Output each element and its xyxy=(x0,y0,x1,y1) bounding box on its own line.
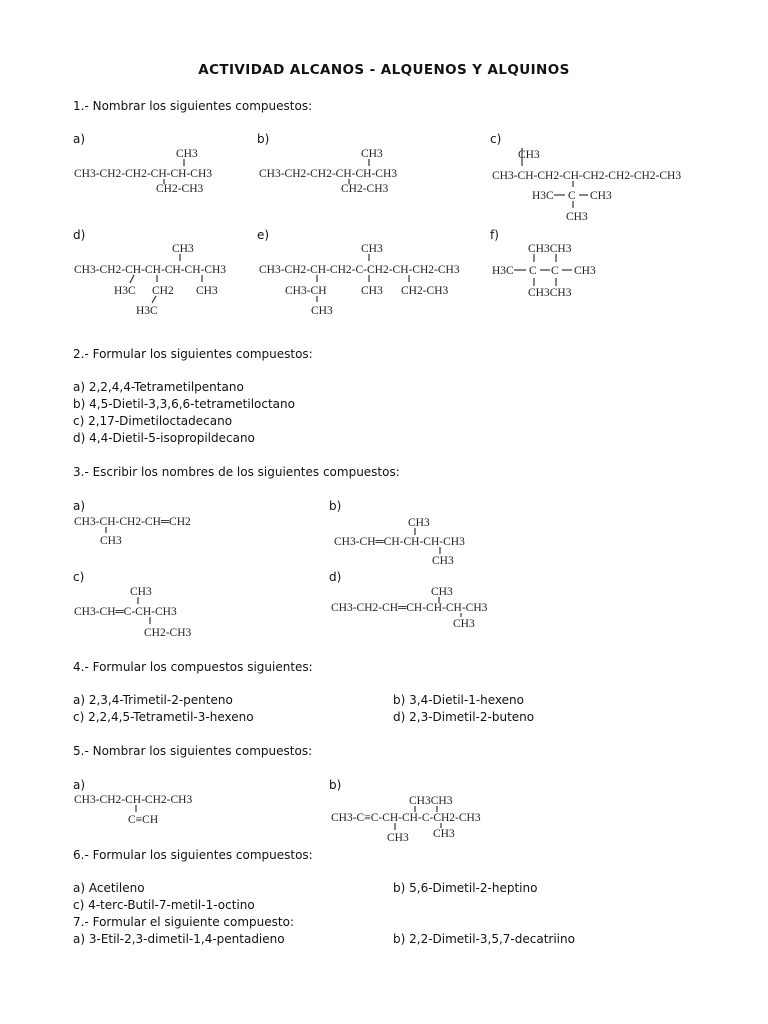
section-7-item-a: a) 3-Etil-2,3-dimetil-1,4-pentadieno xyxy=(73,932,285,946)
structure-3d-top: CH3 xyxy=(431,586,453,598)
label-5b: b) xyxy=(329,778,342,792)
structure-1f-right: CH3 xyxy=(574,265,596,277)
structure-1a-top: CH3 xyxy=(176,148,198,160)
structure-1a-main: CH3-CH2-CH2-CH-CH-CH3 xyxy=(74,168,212,180)
structure-1a xyxy=(72,146,242,198)
structure-1e xyxy=(257,240,482,320)
structure-1b-sub: CH2-CH3 xyxy=(341,183,389,195)
structure-3c-top: CH3 xyxy=(130,586,152,598)
section-2-item-d: d) 4,4-Dietil-5-isopropildecano xyxy=(73,431,255,445)
section-4-item-c: c) 2,2,4,5-Tetrametil-3-hexeno xyxy=(73,710,254,724)
structure-1c-top: CH3 xyxy=(518,149,540,161)
structure-5b-sub1: CH3 xyxy=(387,832,409,844)
structure-5a-main: CH3-CH2-CH-CH2-CH3 xyxy=(74,794,193,806)
label-1a: a) xyxy=(73,132,86,146)
structure-1c-main: CH3-CH-CH2-CH-CH2-CH2-CH2-CH3 xyxy=(492,170,682,182)
section-1-heading: 1.- Nombrar los siguientes compuestos: xyxy=(73,99,313,113)
structure-1d-main: CH3-CH2-CH-CH-CH-CH-CH3 xyxy=(74,264,227,276)
structure-1c-left: H3C xyxy=(532,190,554,202)
structure-1c xyxy=(490,146,710,226)
structure-3d xyxy=(329,583,509,633)
section-2-heading: 2.- Formular los siguientes compuestos: xyxy=(73,347,313,361)
structure-5b-main: CH3-C≡C-CH-CH-C-CH2-CH3 xyxy=(331,812,481,824)
structure-1f-bottom: CH3CH3 xyxy=(528,287,572,299)
section-4-item-d: d) 2,3-Dimetil-2-buteno xyxy=(393,710,535,724)
structure-3d-main: CH3-CH2-CH═CH-CH-CH-CH3 xyxy=(331,602,488,614)
label-1d: d) xyxy=(73,228,86,242)
section-3-heading: 3.- Escribir los nombres de los siguientes compuestos: xyxy=(73,465,400,479)
structure-1e-sub2: CH3 xyxy=(361,285,383,297)
structure-1c-center: C xyxy=(568,190,576,202)
structure-1c-bottom: CH3 xyxy=(566,211,588,223)
structure-3a-sub: CH3 xyxy=(100,535,122,547)
structure-1f-c2: C xyxy=(551,265,559,277)
structure-3a xyxy=(72,512,232,552)
structure-3d-sub: CH3 xyxy=(453,618,475,630)
section-4-item-b: b) 3,4-Dietil-1-hexeno xyxy=(393,693,524,707)
section-7-item-b: b) 2,2-Dimetil-3,5,7-decatriino xyxy=(393,932,575,946)
structure-3c-main: CH3-CH═C-CH-CH3 xyxy=(74,606,177,618)
structure-5b-top: CH3CH3 xyxy=(409,795,453,807)
structure-1f-c1: C xyxy=(529,265,537,277)
structure-1d-sub3: CH3 xyxy=(196,285,218,297)
label-1f: f) xyxy=(490,228,499,242)
label-3a: a) xyxy=(73,499,86,513)
structure-1e-sub1: CH3-CH xyxy=(285,285,327,297)
structure-5b-sub2: CH3 xyxy=(433,828,455,840)
structure-3b xyxy=(332,513,502,569)
label-1b: b) xyxy=(257,132,270,146)
structure-1e-sub4: CH3 xyxy=(311,305,333,317)
section-2-item-a: a) 2,2,4,4-Tetrametilpentano xyxy=(73,380,244,394)
label-3b: b) xyxy=(329,499,342,513)
label-1c: c) xyxy=(490,132,502,146)
section-5-heading: 5.- Nombrar los siguientes compuestos: xyxy=(73,744,313,758)
structure-1d-sub1: H3C xyxy=(114,285,136,297)
structure-3b-top: CH3 xyxy=(408,517,430,529)
label-3c: c) xyxy=(73,570,85,584)
structure-1d xyxy=(72,240,247,320)
section-6-item-c: c) 4-terc-Butil-7-metil-1-octino xyxy=(73,898,255,912)
section-6-item-b: b) 5,6-Dimetil-2-heptino xyxy=(393,881,538,895)
structure-3c xyxy=(72,583,232,643)
structure-5a xyxy=(72,790,222,832)
structure-5a-sub: C≡CH xyxy=(128,814,159,826)
structure-1d-sub2: CH2 xyxy=(152,285,174,297)
structure-1c-right: CH3 xyxy=(590,190,612,202)
section-4-heading: 4.- Formular los compuestos siguientes: xyxy=(73,660,313,674)
structure-1e-main: CH3-CH2-CH-CH2-C-CH2-CH-CH2-CH3 xyxy=(259,264,460,276)
structure-1b-main: CH3-CH2-CH2-CH-CH-CH3 xyxy=(259,168,397,180)
structure-3b-main: CH3-CH═CH-CH-CH-CH3 xyxy=(334,536,465,548)
structure-1d-sub4: H3C xyxy=(136,305,158,317)
structure-1e-top: CH3 xyxy=(361,243,383,255)
structure-5b xyxy=(329,792,509,852)
section-7-heading: 7.- Formular el siguiente compuesto: xyxy=(73,915,295,929)
structure-1b xyxy=(257,146,427,198)
structure-1f xyxy=(490,240,620,302)
section-4-item-a: a) 2,3,4-Trimetil-2-penteno xyxy=(73,693,233,707)
label-3d: d) xyxy=(329,570,342,584)
page-title: ACTIVIDAD ALCANOS - ALQUENOS Y ALQUINOS xyxy=(198,62,570,78)
label-5a: a) xyxy=(73,778,86,792)
section-6-item-a: a) Acetileno xyxy=(73,881,145,895)
structure-1a-sub: CH2-CH3 xyxy=(156,183,204,195)
section-2-item-c: c) 2,17-Dimetiloctadecano xyxy=(73,414,233,428)
structure-1e-sub3: CH2-CH3 xyxy=(401,285,449,297)
section-2-item-b: b) 4,5-Dietil-3,3,6,6-tetrametiloctano xyxy=(73,397,295,411)
structure-3b-sub: CH3 xyxy=(432,555,454,567)
structure-3a-main: CH3-CH-CH2-CH═CH2 xyxy=(74,516,191,528)
section-6-heading: 6.- Formular los siguientes compuestos: xyxy=(73,848,313,862)
structure-3c-sub: CH2-CH3 xyxy=(144,627,192,639)
structure-1f-top: CH3CH3 xyxy=(528,243,572,255)
structure-1b-top: CH3 xyxy=(361,148,383,160)
label-1e: e) xyxy=(257,228,270,242)
structure-1d-top: CH3 xyxy=(172,243,194,255)
structure-1f-left: H3C xyxy=(492,265,514,277)
